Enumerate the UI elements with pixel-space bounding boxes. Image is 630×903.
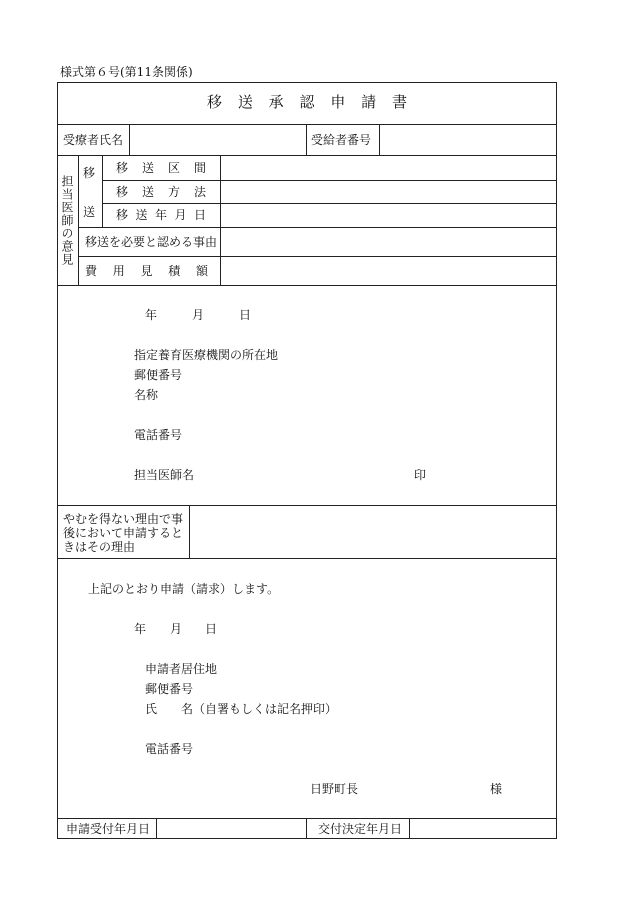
recipient-name-label: 受療者氏名 xyxy=(63,133,124,147)
receipt-date-field[interactable] xyxy=(157,819,305,838)
unavoidable-reason-label: やむを得ない理由で事 後において申請すると きはその理由 xyxy=(63,512,184,554)
recipient-number-label: 受給者番号 xyxy=(311,133,372,147)
applicant-name-prefix: 氏 xyxy=(145,702,158,716)
cost-estimate-field[interactable] xyxy=(221,257,556,284)
transfer-method-label: 移 送 方 法 xyxy=(116,185,206,199)
decision-date-field[interactable] xyxy=(410,819,556,838)
institution-phone-label: 電話番号 xyxy=(134,428,183,442)
cost-estimate-label: 費 用 見 積 額 xyxy=(85,264,208,278)
medical-date-day: 日 xyxy=(239,308,252,322)
reason-label: 移送を必要と認める事由 xyxy=(85,235,218,249)
receipt-date-label: 申請受付年月日 xyxy=(66,822,151,836)
transfer-section-field[interactable] xyxy=(221,156,556,179)
unavoidable-reason-field[interactable] xyxy=(190,506,556,557)
applicant-date-year: 年 xyxy=(134,622,147,636)
applicant-date-month: 月 xyxy=(170,622,183,636)
decision-date-label: 交付決定年月日 xyxy=(318,822,403,836)
addressee-honorific: 様 xyxy=(490,782,503,796)
transfer-date-label: 移 送 年 月 日 xyxy=(116,208,206,222)
reason-field[interactable] xyxy=(221,228,556,255)
medical-date-month: 月 xyxy=(192,308,205,322)
transfer-label-top: 移 xyxy=(83,166,96,180)
addressee-label: 日野町長 xyxy=(310,782,359,796)
applicant-address-label: 申請者居住地 xyxy=(145,662,218,676)
doctor-seal-mark: 印 xyxy=(414,468,427,482)
transfer-section-label: 移 送 区 間 xyxy=(116,161,206,175)
transfer-label-bottom: 送 xyxy=(83,205,96,219)
applicant-date-day: 日 xyxy=(205,622,218,636)
form-number: 様式第６号(第11条関係) xyxy=(60,65,193,79)
recipient-number-field[interactable] xyxy=(380,125,556,154)
medical-date-year: 年 xyxy=(145,308,158,322)
recipient-name-field[interactable] xyxy=(130,125,305,154)
transfer-method-field[interactable] xyxy=(221,181,556,202)
institution-address-label: 指定養育医療機関の所在地 xyxy=(134,348,279,362)
applicant-name-label: 名（自署もしくは記名押印） xyxy=(181,702,338,716)
form-title: 移 送 承 認 申 請 書 xyxy=(207,93,407,111)
transfer-date-field[interactable] xyxy=(221,204,556,226)
applicant-postal-label: 郵便番号 xyxy=(145,682,194,696)
doctor-opinion-label: 担当医師の意見 xyxy=(60,175,74,266)
application-statement: 上記のとおり申請（請求）します。 xyxy=(88,582,280,596)
applicant-phone-label: 電話番号 xyxy=(145,742,194,756)
institution-name-label: 名称 xyxy=(134,388,159,402)
institution-postal-label: 郵便番号 xyxy=(134,368,183,382)
doctor-name-label: 担当医師名 xyxy=(134,468,195,482)
